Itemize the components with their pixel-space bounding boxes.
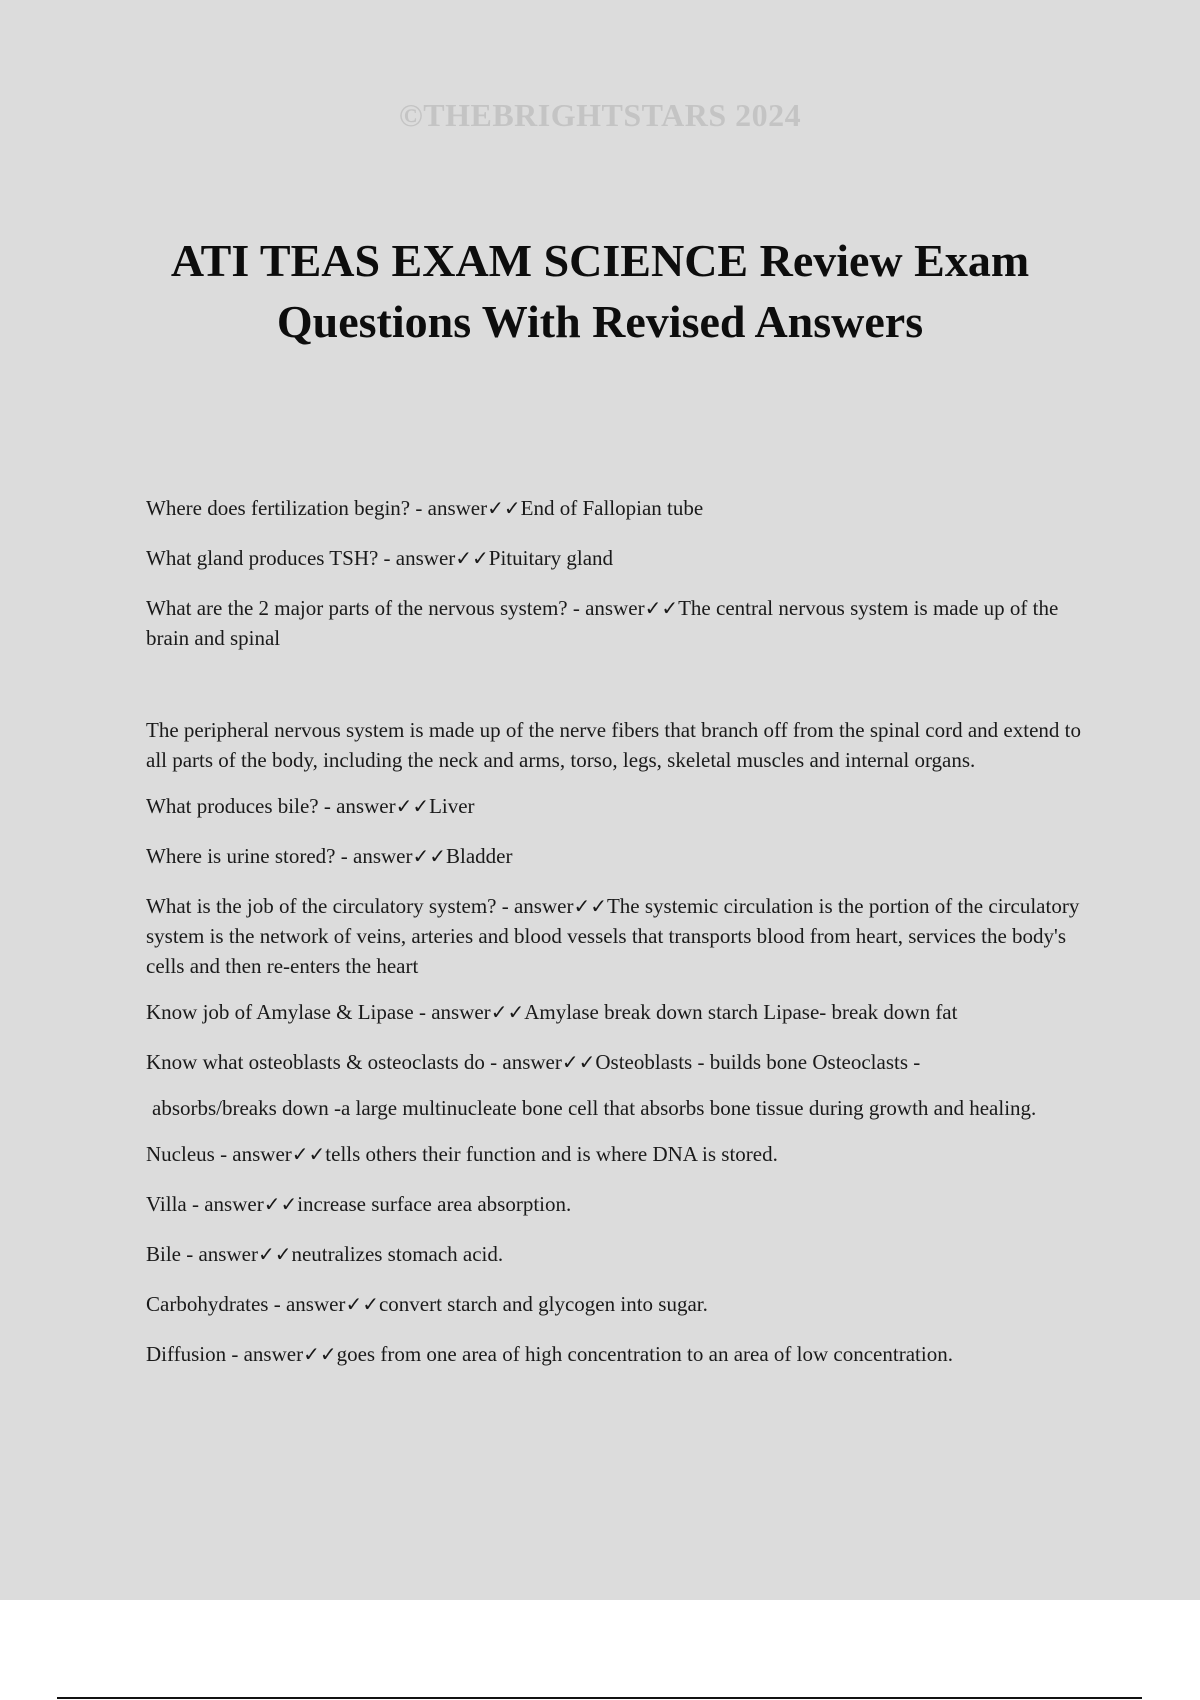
question-text: Villa - answer [146, 1192, 264, 1216]
answer-text: The central nervous system is made up of the brain and spinal [146, 596, 1059, 650]
question-text: What are the 2 major parts of the nervous system? - answer [146, 596, 645, 620]
answer-text: goes from one area of high concentration to an area of low concentration. [336, 1342, 953, 1366]
document-title [100, 230, 1100, 352]
continuation-paragraph: absorbs/breaks down -a large multinucleate bone cell that absorbs bone tissue during growth and healing. [152, 1096, 1037, 1120]
qa-item [146, 891, 1096, 981]
double-check-icon: ✓✓ [395, 794, 430, 818]
double-check-icon: ✓✓ [263, 1192, 298, 1216]
answer-text: tells others their function and is where DNA is stored. [325, 1142, 778, 1166]
double-check-icon: ✓✓ [303, 1342, 337, 1366]
question-text: What gland produces TSH? - answer [146, 546, 456, 570]
qa-item [146, 593, 1096, 653]
question-text: Nucleus - answer [146, 1142, 292, 1166]
question-text: Know what osteoblasts & osteoclasts do - answer [146, 1050, 562, 1074]
double-check-icon: ✓✓ [561, 1050, 596, 1074]
answer-text: End of Fallopian tube [520, 496, 704, 520]
double-check-icon: ✓✓ [487, 496, 521, 520]
question-text: Where does fertilization begin? - answer [146, 496, 488, 520]
qa-item [146, 1139, 1096, 1169]
double-check-icon: ✓✓ [257, 1242, 292, 1266]
qa-item [146, 1339, 1096, 1369]
qa-item [146, 997, 1096, 1027]
double-check-icon: ✓✓ [490, 1000, 525, 1024]
question-text: Carbohydrates - answer [146, 1292, 346, 1316]
title-line-1: ATI TEAS EXAM SCIENCE Review Exam [170, 235, 1030, 286]
question-text: Know job of Amylase & Lipase - answer [146, 1000, 491, 1024]
qa-item [146, 841, 1096, 871]
question-text: What produces bile? - answer [146, 794, 396, 818]
footer-divider [57, 1697, 1142, 1699]
qa-list [146, 493, 1096, 1389]
double-check-icon: ✓✓ [412, 844, 446, 868]
question-text: What is the job of the circulatory system? - answer [146, 894, 574, 918]
answer-text: Liver [429, 794, 475, 818]
answer-text: Osteoblasts - builds bone Osteoclasts - [595, 1050, 921, 1074]
question-text: Diffusion - answer [146, 1342, 304, 1366]
qa-item [146, 1239, 1096, 1269]
answer-text: Pituitary gland [488, 546, 614, 570]
answer-text: neutralizes stomach acid. [291, 1242, 504, 1266]
answer-text: Bladder [445, 844, 513, 868]
title-line-2: Questions With Revised Answers [276, 296, 924, 347]
double-check-icon: ✓✓ [455, 546, 489, 570]
double-check-icon: ✓✓ [644, 596, 679, 620]
qa-item [146, 791, 1096, 821]
double-check-icon: ✓✓ [291, 1142, 326, 1166]
double-check-icon: ✓✓ [573, 894, 607, 918]
answer-text: Amylase break down starch Lipase- break down fat [524, 1000, 958, 1024]
double-check-icon: ✓✓ [345, 1292, 379, 1316]
copyright-watermark: ©THEBRIGHTSTARS 2024 [398, 97, 802, 133]
qa-item [146, 1189, 1096, 1219]
qa-item [146, 543, 1096, 573]
question-text: Bile - answer [146, 1242, 258, 1266]
qa-item [146, 1047, 1096, 1077]
answer-text: increase surface area absorption. [297, 1192, 572, 1216]
answer-text: convert starch and glycogen into sugar. [378, 1292, 708, 1316]
qa-item [146, 1289, 1096, 1319]
qa-item [146, 493, 1096, 523]
continuation-paragraph: The peripheral nervous system is made up of the nerve fibers that branch off from the spinal cord and extend to all parts of the body, including the neck and arms, torso, legs, skeletal muscles and internal organs. [146, 718, 1081, 772]
question-text: Where is urine stored? - answer [146, 844, 413, 868]
answer-text: The systemic circulation is the portion of the circulatory system is the network of veins, arteries and blood vessels that transports blood from heart, services the body's cells and then re-enters the heart [146, 894, 1080, 978]
